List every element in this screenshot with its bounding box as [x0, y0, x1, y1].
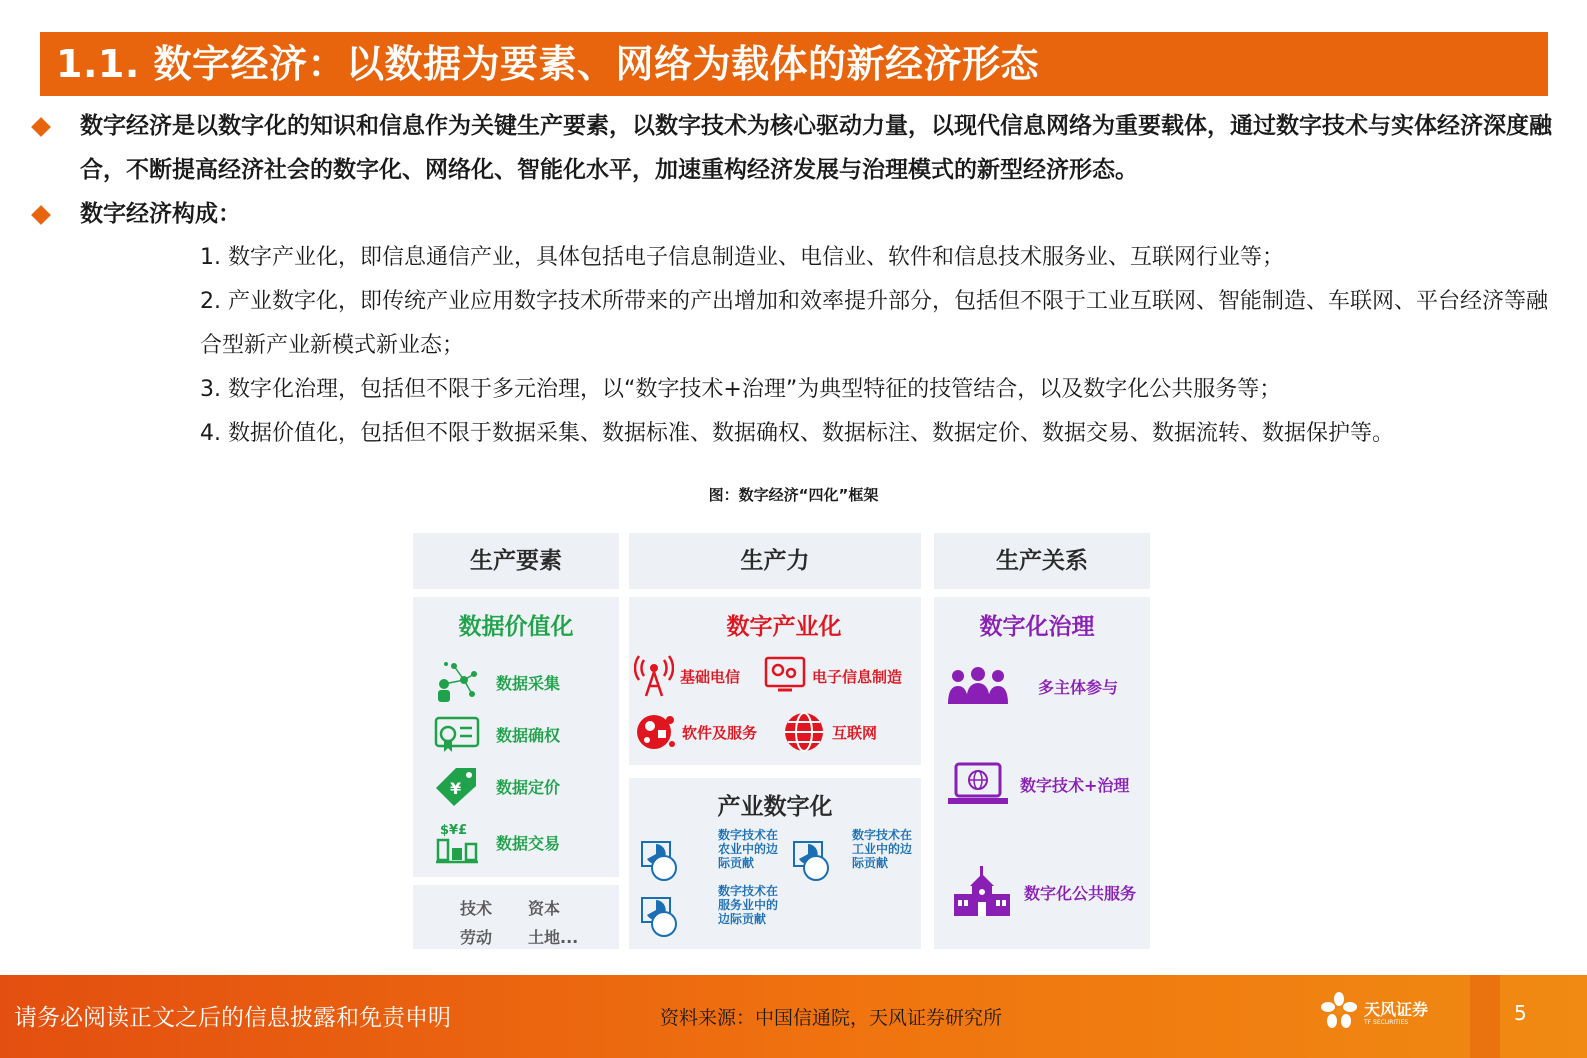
pie-chart-icon	[640, 828, 684, 888]
software-icon	[634, 708, 676, 756]
pie-chart-icon	[640, 884, 684, 944]
factor-capital: 资本	[528, 899, 561, 918]
svg-text:$¥£: $¥£	[440, 823, 468, 838]
list-item	[432, 818, 560, 866]
list-item	[640, 828, 782, 888]
item-label: 电子信息制造	[812, 667, 903, 686]
list-item	[432, 762, 560, 810]
col2-title: 数字产业化	[726, 614, 842, 640]
antenna-icon	[634, 652, 674, 700]
factor-land: 土地...	[528, 928, 579, 947]
sub-item-1: 1. 数字产业化，即信息通信产业，具体包括电子信息制造业、电信业、软件和信息技术服务业、互联网行业等；	[200, 245, 1284, 270]
brand-logo	[1320, 991, 1428, 1035]
factor-labor: 劳动	[460, 928, 493, 947]
disclaimer: 请务必阅读正文之后的信息披露和免责申明	[14, 1005, 451, 1031]
source-note: 资料来源：中国信通院，天风证券研究所	[660, 1007, 1003, 1029]
sub-item-2: 2. 产业数字化，即传统产业应用数字技术所带来的产出增加和效率提升部分，包括但不限于工业互联网、智能制造、车联网、平台经济等融合型新产业新模式新业态；	[200, 289, 1548, 358]
list-item	[782, 708, 877, 756]
diamond-bullet-icon	[31, 117, 51, 137]
sub-item-3: 3. 数字化治理，包括但不限于多元治理，以“数字技术+治理”为典型特征的技管结合，以及数字化公共服务等；	[200, 377, 1282, 402]
laptop-globe-icon	[946, 760, 1010, 808]
list-item	[432, 658, 560, 706]
bullet-text: 数字经济是以数字化的知识和信息作为关键生产要素，以数字技术为核心驱动力量，以现代信息网络为重要载体，通过数字技术与实体经济深度融合，不断提高经济社会的数字化、网络化、智能化水平，加速重构经济发展与治理模式的新型经济形态。	[80, 113, 1552, 183]
list-item	[634, 708, 757, 756]
list-item	[946, 760, 1129, 808]
factor-technology: 技术	[460, 899, 493, 918]
figure-caption: 图：数字经济“四化”框架	[708, 486, 879, 504]
item-label: 多主体参与	[1038, 677, 1119, 697]
list-item	[950, 864, 1136, 920]
public-building-icon	[950, 864, 1014, 920]
trade-icon	[432, 818, 482, 866]
list-item	[634, 652, 740, 700]
item-label: 数字技术在服务业中的边际贡献	[718, 884, 779, 926]
group-icon	[946, 662, 1010, 710]
header-productivity: 生产力	[629, 533, 921, 589]
item-label: 数字技术在农业中的边际贡献	[718, 828, 779, 870]
item-label: 基础电信	[680, 667, 741, 686]
brand-name: 天风证券	[1364, 999, 1429, 1019]
list-item	[432, 710, 560, 758]
network-people-icon	[432, 658, 482, 706]
panel-traditional-factors	[413, 885, 619, 949]
svg-text:¥: ¥	[450, 779, 462, 798]
item-label: 数据交易	[496, 833, 561, 853]
item-label: 互联网	[832, 723, 878, 742]
header-production-factors: 生产要素	[413, 533, 619, 589]
brand-text	[1358, 1001, 1428, 1026]
col2-title2: 产业数字化	[717, 794, 833, 820]
page-number: 5	[1514, 1001, 1527, 1025]
list-item	[946, 662, 1118, 710]
footer-stripe	[1470, 975, 1500, 1058]
diamond-bullet-icon	[31, 205, 51, 225]
item-label: 数据确权	[496, 725, 561, 745]
page-title: 1.1. 数字经济：以数据为要素、网络为载体的新经济形态	[40, 32, 1548, 96]
header-production-relations: 生产关系	[934, 533, 1150, 589]
sub-item-4: 4. 数据价值化，包括但不限于数据采集、数据标准、数据确权、数据标注、数据定价、数据交易、数据流转、数据保护等。	[200, 421, 1394, 446]
footer	[0, 975, 1587, 1058]
item-label: 数字技术+治理	[1020, 775, 1130, 795]
list-item	[792, 828, 916, 888]
item-label: 数据定价	[496, 777, 561, 797]
globe-icon	[782, 708, 826, 756]
flower-logo-icon	[1320, 991, 1358, 1035]
col1-title: 数据价值化	[458, 614, 574, 640]
bullet-text: 数字经济构成：	[80, 201, 241, 227]
item-label: 数字技术在工业中的边际贡献	[852, 828, 913, 870]
item-label: 数据采集	[496, 673, 561, 693]
list-item	[764, 652, 902, 700]
item-label: 数字化公共服务	[1024, 883, 1137, 903]
price-tag-icon	[432, 762, 482, 810]
item-label: 软件及服务	[682, 723, 758, 742]
certificate-icon	[432, 710, 482, 758]
list-item	[640, 884, 782, 944]
brand-name-en: TF SECURITIES	[1364, 1018, 1409, 1026]
pie-chart-icon	[792, 828, 836, 888]
col3-title: 数字化治理	[979, 614, 1095, 640]
monitor-gear-icon	[764, 652, 806, 700]
